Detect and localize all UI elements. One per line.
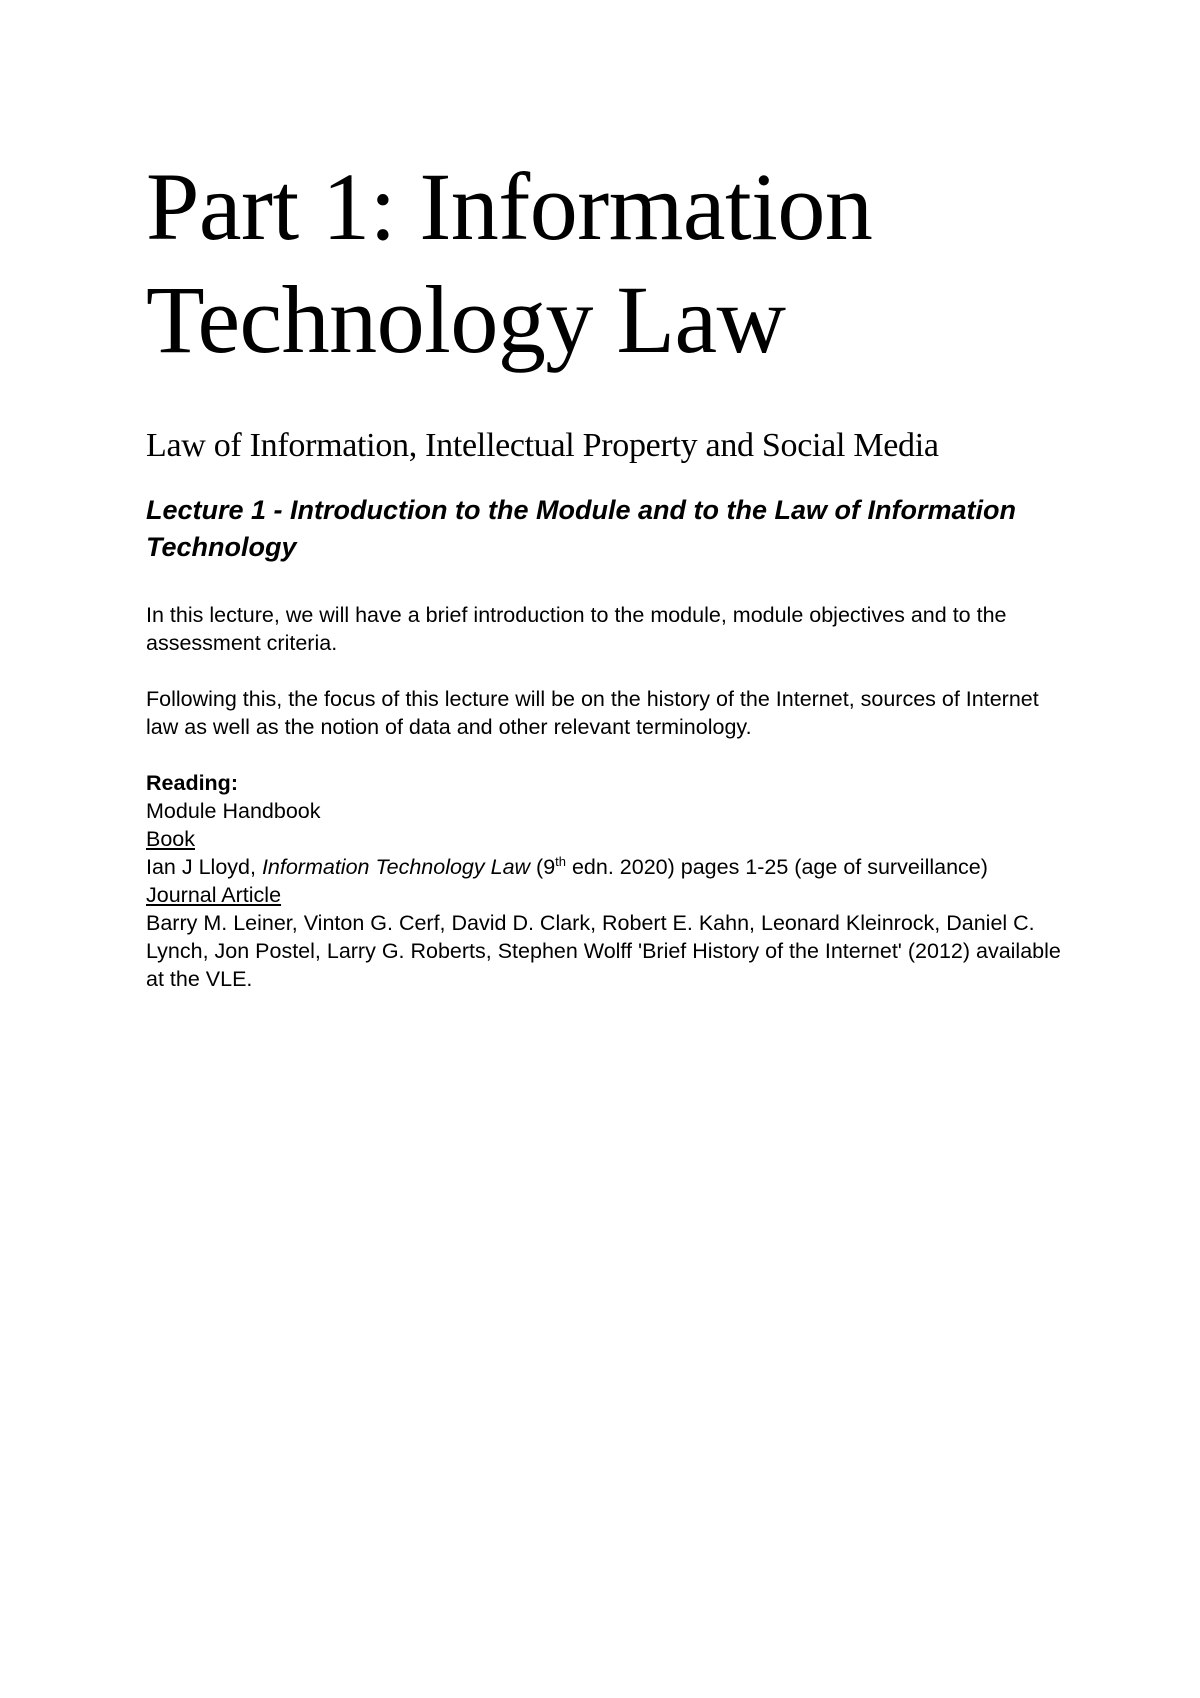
book-edition-open: (9: [530, 855, 556, 879]
page-content: [146, 150, 1076, 991]
journal-citation: Barry M. Leiner, Vinton G. Cerf, David D. Clark, Robert E. Kahn, Leonard Kleinrock, Daniel C. Lynch, Jon Postel, Larry G. Roberts, Stephen Wolff 'Brief History of the Internet' (2012) available at the VLE.: [146, 911, 1061, 991]
book-edition-rest: edn. 2020) pages 1-25 (age of surveillance): [566, 855, 988, 879]
reading-heading: Reading:: [146, 771, 238, 795]
book-edition-superscript: th: [555, 854, 566, 869]
book-author: Ian J Lloyd,: [146, 855, 262, 879]
lecture-title: Lecture 1 - Introduction to the Module and to the Law of Information Technology: [146, 495, 1016, 562]
reading-section: [146, 769, 1076, 825]
journal-section: [146, 881, 1076, 993]
main-title-line-2: Technology Law: [146, 266, 786, 373]
main-title: [146, 150, 1076, 376]
subtitle: Law of Information, Intellectual Property and Social Media: [146, 427, 939, 464]
reading-item: Module Handbook: [146, 799, 321, 823]
journal-heading: Journal Article: [146, 883, 282, 907]
book-title: Information Technology Law: [261, 855, 531, 879]
book-section: [146, 825, 1076, 881]
book-citation: [146, 853, 1076, 881]
book-heading: Book: [146, 827, 196, 851]
intro-paragraph: In this lecture, we will have a brief introduction to the module, module objectives and to the assessment criteria.: [146, 603, 1007, 655]
focus-paragraph: Following this, the focus of this lecture will be on the history of the Internet, sources of Internet law as well as the notion of data and other relevant terminology.: [146, 687, 1039, 739]
main-title-line-1: Part 1: Information: [146, 153, 873, 260]
